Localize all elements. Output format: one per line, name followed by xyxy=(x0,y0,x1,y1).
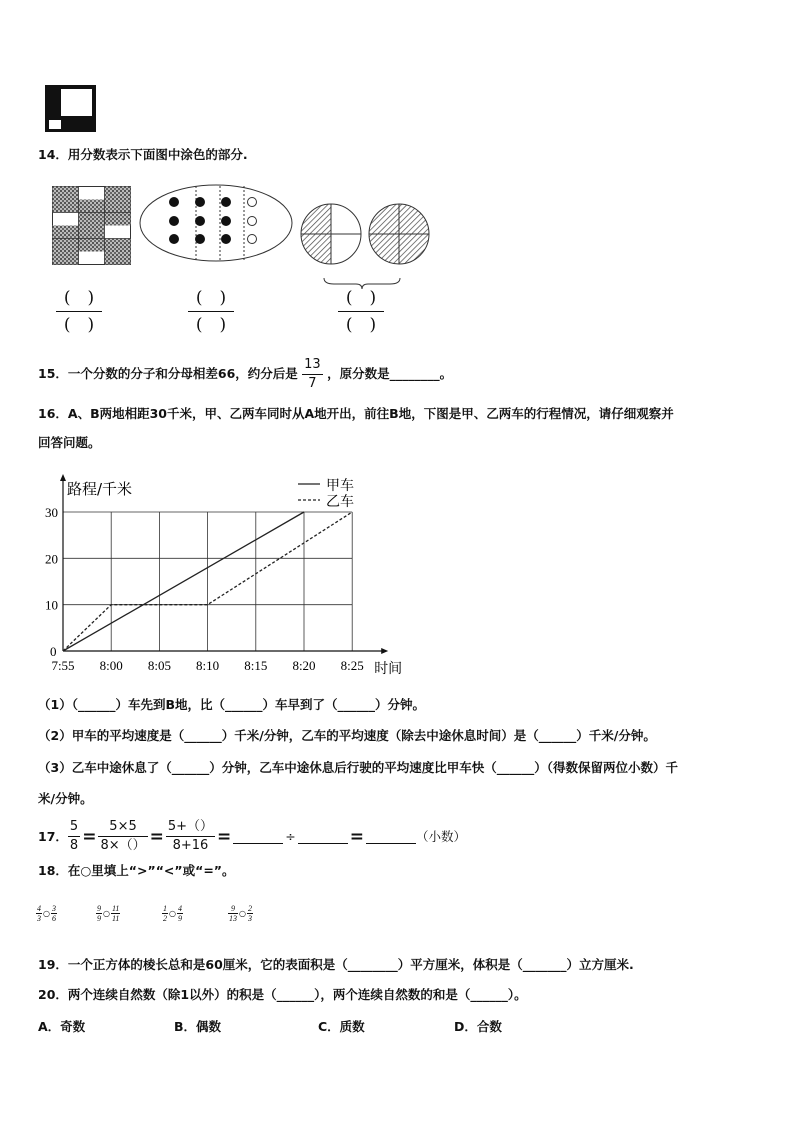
numerator: 4 xyxy=(177,904,182,913)
y-tick-label: 10 xyxy=(45,597,58,613)
question-16-sub3a: （3）乙车中途休息了（______）分钟，乙车中途休息后行驶的平均速度比甲车快（______）（得数保留两位小数）千 xyxy=(38,760,678,775)
small-fraction xyxy=(51,904,57,923)
legend-label-1: 甲车 xyxy=(326,478,354,494)
small-fraction xyxy=(96,904,102,923)
denominator: 3 xyxy=(37,914,41,923)
checkerboard-figure xyxy=(52,186,132,266)
question-16-sub1: （1）（______）车先到B地，比（______）车早到了（______）分钟。 xyxy=(38,697,425,712)
question-16-line1: 16．A、B两地相距30千米，甲、乙两车同时从A地开出，前往B地，下图是甲、乙两车的行程情况，请仔细观察并 xyxy=(38,406,674,421)
numerator-blank: ( ) xyxy=(195,288,227,308)
equals-sign: = xyxy=(349,826,365,847)
answer-fraction-3[interactable] xyxy=(338,286,384,337)
compare-circle[interactable]: ○ xyxy=(169,909,176,918)
divide-sign: ÷ xyxy=(285,828,296,844)
question-15 xyxy=(38,356,452,393)
q15-text-before: 15．一个分数的分子和分母相差66，约分后是 xyxy=(38,366,298,381)
denominator: 8+16 xyxy=(172,838,209,853)
x-tick-label: 8:20 xyxy=(292,658,316,673)
denominator: 9 xyxy=(177,914,182,923)
numerator: 9 xyxy=(228,904,238,914)
answer-fraction-1[interactable] xyxy=(56,286,102,337)
option-a[interactable]: A．奇数 xyxy=(38,1019,86,1034)
x-tick-label: 7:55 xyxy=(51,658,75,673)
q17-fraction-3 xyxy=(166,818,215,855)
compare-circle[interactable]: ○ xyxy=(103,909,110,918)
x-axis-arrow xyxy=(381,648,388,654)
q15-fraction xyxy=(302,356,323,393)
numerator: 1 xyxy=(163,904,167,913)
small-fraction xyxy=(228,904,238,923)
question-16-sub2: （2）甲车的平均速度是（______）千米/分钟，乙车的平均速度（除去中途休息时间）是（______）千米/分钟。 xyxy=(38,728,656,743)
numerator: 9 xyxy=(97,904,101,913)
series-line-1 xyxy=(63,512,304,651)
y-tick-label: 20 xyxy=(45,551,58,567)
denominator-blank: ( ) xyxy=(195,315,227,335)
y-tick-label: 0 xyxy=(50,644,57,659)
comparison-item xyxy=(36,904,57,923)
equals-sign: = xyxy=(217,826,232,847)
question-19: 19．一个正方体的棱长总和是60厘米，它的表面积是（________）平方厘米，体积是（_______）立方厘米. xyxy=(38,957,634,972)
blank-2[interactable] xyxy=(298,829,348,844)
numerator: 13 xyxy=(302,356,323,375)
numerator: 5 xyxy=(68,818,80,837)
option-d[interactable]: D．合数 xyxy=(454,1019,502,1034)
question-18: 18．在○里填上“>”“<”或“=”。 xyxy=(38,863,235,878)
denominator-blank: ( ) xyxy=(63,315,95,335)
numerator: 3 xyxy=(51,904,56,913)
compare-circle[interactable]: ○ xyxy=(239,909,246,918)
x-tick-label: 8:25 xyxy=(340,658,364,673)
small-fraction xyxy=(111,904,120,923)
numerator: 2 xyxy=(247,904,252,913)
y-axis-label: 路程/千米 xyxy=(67,480,133,498)
small-fraction xyxy=(247,904,253,923)
answer-fraction-2[interactable] xyxy=(188,286,234,337)
x-axis-label: 时间 xyxy=(374,661,403,677)
question-17 xyxy=(38,818,466,855)
numerator: 4 xyxy=(37,904,41,913)
denominator-blank: ( ) xyxy=(345,315,377,335)
x-tick-label: 8:15 xyxy=(244,658,268,673)
q18-comparison-row xyxy=(36,904,336,934)
q17-fraction-2 xyxy=(98,818,147,855)
small-fraction xyxy=(162,904,168,923)
x-tick-label: 8:10 xyxy=(196,658,220,673)
option-c[interactable]: C．质数 xyxy=(318,1019,365,1034)
x-tick-label: 8:00 xyxy=(99,658,123,673)
equals-sign: = xyxy=(82,826,97,847)
numerator-blank: ( ) xyxy=(63,288,95,308)
small-fraction xyxy=(36,904,42,923)
numerator-blank: ( ) xyxy=(345,288,377,308)
shaded-square-figure xyxy=(44,84,98,134)
numerator: 5+（） xyxy=(166,818,215,837)
denominator: 11 xyxy=(111,914,120,923)
blank-3[interactable] xyxy=(366,829,416,844)
question-16-sub3b: 米/分钟。 xyxy=(38,791,93,806)
denominator: 8 xyxy=(69,838,79,853)
y-axis-arrow xyxy=(60,474,66,481)
q17-tail: （小数） xyxy=(416,828,467,844)
question-14: 14．用分数表示下面图中涂色的部分. xyxy=(38,147,248,162)
denominator: 2 xyxy=(163,914,167,923)
equals-sign: = xyxy=(149,826,164,847)
two-circles-figure xyxy=(298,200,436,270)
denominator: 9 xyxy=(97,914,101,923)
denominator: 8×（） xyxy=(100,838,146,853)
small-fraction xyxy=(177,904,183,923)
distance-time-chart xyxy=(45,470,430,682)
q17-number: 17． xyxy=(38,828,68,844)
blank-1[interactable] xyxy=(233,829,283,844)
denominator: 7 xyxy=(308,376,317,391)
numerator: 5×5 xyxy=(98,818,147,837)
ellipse-dots-figure xyxy=(138,182,294,264)
numerator: 11 xyxy=(111,904,120,913)
x-tick-label: 8:05 xyxy=(147,658,171,673)
q17-fraction-1 xyxy=(68,818,80,855)
compare-circle[interactable]: ○ xyxy=(43,909,50,918)
q15-text-after: ，原分数是________。 xyxy=(327,366,453,381)
option-b[interactable]: B．偶数 xyxy=(174,1019,222,1034)
legend-label-2: 乙车 xyxy=(326,494,354,510)
comparison-item xyxy=(96,904,120,923)
denominator: 13 xyxy=(229,914,237,923)
comparison-item xyxy=(228,904,253,923)
y-tick-label: 30 xyxy=(45,505,58,520)
denominator: 6 xyxy=(51,914,56,923)
comparison-item xyxy=(162,904,183,923)
question-20: 20．两个连续自然数（除1以外）的积是（______），两个连续自然数的和是（______）。 xyxy=(38,987,527,1002)
denominator: 3 xyxy=(247,914,252,923)
question-16-line2: 回答问题。 xyxy=(38,435,101,450)
